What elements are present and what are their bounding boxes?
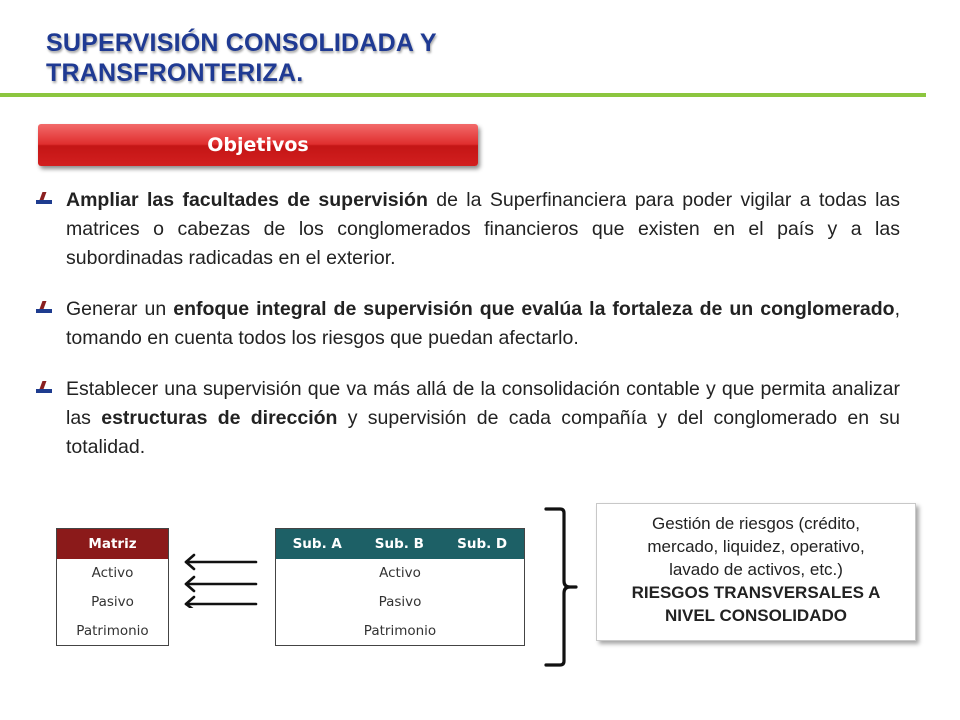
table-cell: Patrimonio [76, 622, 149, 639]
objectives-list [36, 186, 900, 484]
list-item [36, 375, 900, 462]
title-line-1: SUPERVISIÓN CONSOLIDADA Y [46, 29, 437, 57]
bullet-marker-icon [36, 192, 52, 206]
matriz-header: Matriz [57, 529, 169, 559]
objetivos-banner [38, 124, 478, 166]
sub-header: Sub. B [358, 529, 440, 559]
table-cell: Activo [91, 565, 134, 581]
bullet-text: Establecer una supervisión que va más allá de la consolidación contable y que permita analizar las estructuras de dirección y supervisión de cada compañía y del conglomerado en su totalidad. [66, 378, 900, 458]
subsidiaries-table [275, 528, 525, 646]
right-bracket-icon [540, 505, 580, 669]
risk-line-bold: NIVEL CONSOLIDADO [665, 606, 847, 625]
page-title [46, 28, 566, 88]
title-divider [0, 93, 926, 97]
bullet-marker-icon [36, 381, 52, 395]
table-cell: Patrimonio [363, 622, 437, 639]
risk-line: Gestión de riesgos (crédito, [652, 514, 860, 533]
bullet-text: Generar un enfoque integral de supervisión que evalúa la fortaleza de un conglomerado, tomando en cuenta todos los riesgos que puedan afectarlo. [66, 298, 900, 349]
sub-header: Sub. A [276, 529, 359, 559]
risk-line: mercado, liquidez, operativo, [647, 537, 865, 556]
list-item [36, 186, 900, 273]
bullet-text: Ampliar las facultades de supervisión de la Superfinanciera para poder vigilar a todas las matrices o cabezas de los conglomerados financieros que existen en el país y a las subordinadas radicadas en el exterior. [66, 189, 900, 269]
table-cell: Pasivo [378, 594, 422, 610]
matriz-table [56, 528, 169, 646]
title-line-2: TRANSFRONTERIZA. [46, 59, 304, 87]
objetivos-label: Objetivos [207, 134, 309, 156]
table-cell: Pasivo [91, 594, 134, 610]
sub-header: Sub. D [440, 529, 524, 559]
list-item [36, 295, 900, 353]
left-arrow-icon [180, 552, 260, 608]
risk-line: lavado de activos, etc.) [669, 560, 843, 579]
bullet-marker-icon [36, 301, 52, 315]
risk-management-box [596, 503, 916, 641]
table-cell: Activo [379, 565, 421, 581]
risk-line-bold: RIESGOS TRANSVERSALES A [631, 583, 881, 602]
